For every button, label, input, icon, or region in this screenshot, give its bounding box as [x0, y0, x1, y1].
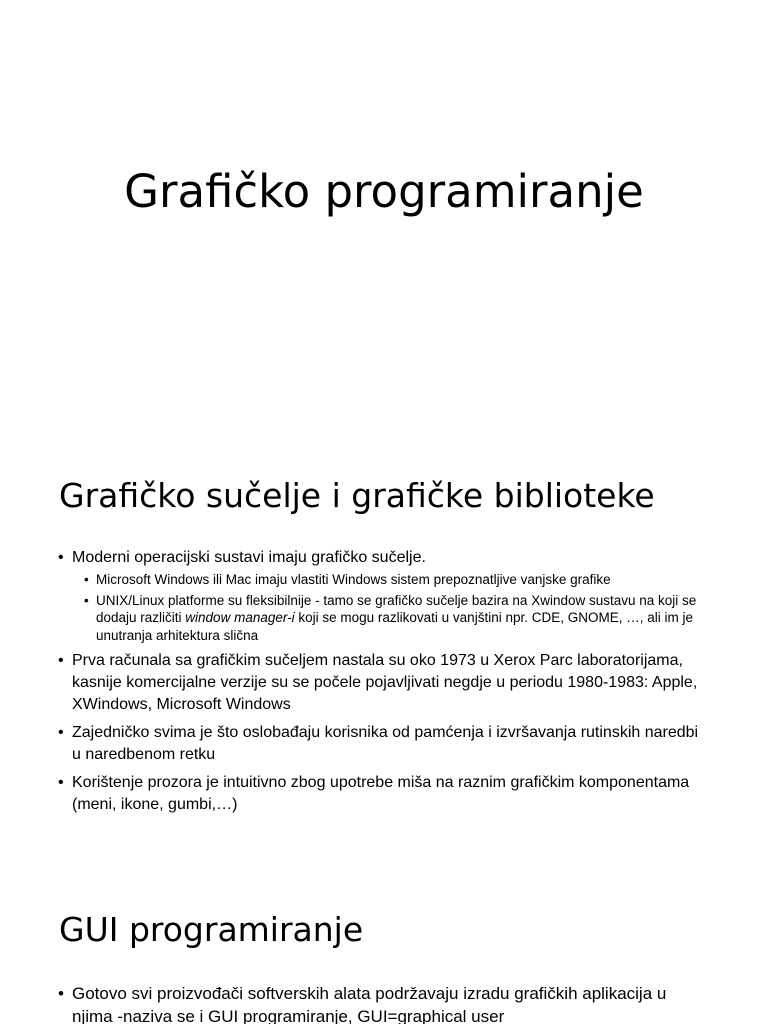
sub-bullet-list	[72, 571, 708, 644]
bullet-text: Korištenje prozora je intuitivno zbog upotrebe miša na raznim grafičkim komponentama (meni, ikone, gumbi,…)	[72, 774, 690, 813]
bullet-item	[58, 722, 708, 766]
presentation-title: Grafičko programiranje	[124, 165, 644, 218]
slide-heading: Grafičko sučelje i grafičke biblioteke	[59, 476, 655, 515]
bullet-text: Prva računala sa grafičkim sučeljem nastala su oko 1973 u Xerox Parc laboratorijama, kasnije komercijalne verzije su se počele pojavljivati negdje u periodu 1980-1983: Apple, XWindows, Microsoft Windows	[72, 652, 698, 713]
bullet-item	[58, 547, 708, 644]
slide-graphical-interface	[0, 440, 768, 870]
sub-bullet-text-part: koji se mogu razlikovati u vanjštini npr. CDE, GNOME, …, ali im je unutranja arhitektura slična	[96, 610, 693, 643]
slide-gui-programming	[0, 870, 768, 1024]
bullet-item	[58, 982, 708, 1024]
slide-heading: GUI programiranje	[59, 910, 364, 949]
sub-bullet-text: Microsoft Windows ili Mac imaju vlastiti Windows sistem prepoznatljive vanjske grafike	[96, 572, 611, 587]
bullet-item	[58, 772, 708, 816]
bullet-text: Moderni operacijski sustavi imaju grafičko sučelje.	[72, 549, 426, 566]
sub-bullet-emphasis: window manager-i	[185, 610, 295, 625]
bullet-list	[58, 547, 708, 822]
sub-bullet-text-part: UNIX/Linux platforme su fleksibilnije - tamo se grafičko sučelje bazira na Xwindow sustavu na koji se dodaju različiti	[96, 592, 697, 625]
sub-bullet-item	[84, 571, 708, 589]
bullet-text: Zajedničko svima je što oslobađaju korisnika od pamćenja i izvršavanja rutinskih naredbi u naredbenom retku	[72, 724, 699, 763]
bullet-list	[58, 982, 708, 1024]
bullet-item	[58, 650, 708, 716]
sub-bullet-item	[84, 592, 708, 645]
bullet-text: Gotovo svi proizvođači softverskih alata podržavaju izradu grafičkih aplikacija u njima -naziva se i GUI programiranje, GUI=graphical user	[72, 984, 667, 1024]
slide-title	[0, 0, 768, 440]
